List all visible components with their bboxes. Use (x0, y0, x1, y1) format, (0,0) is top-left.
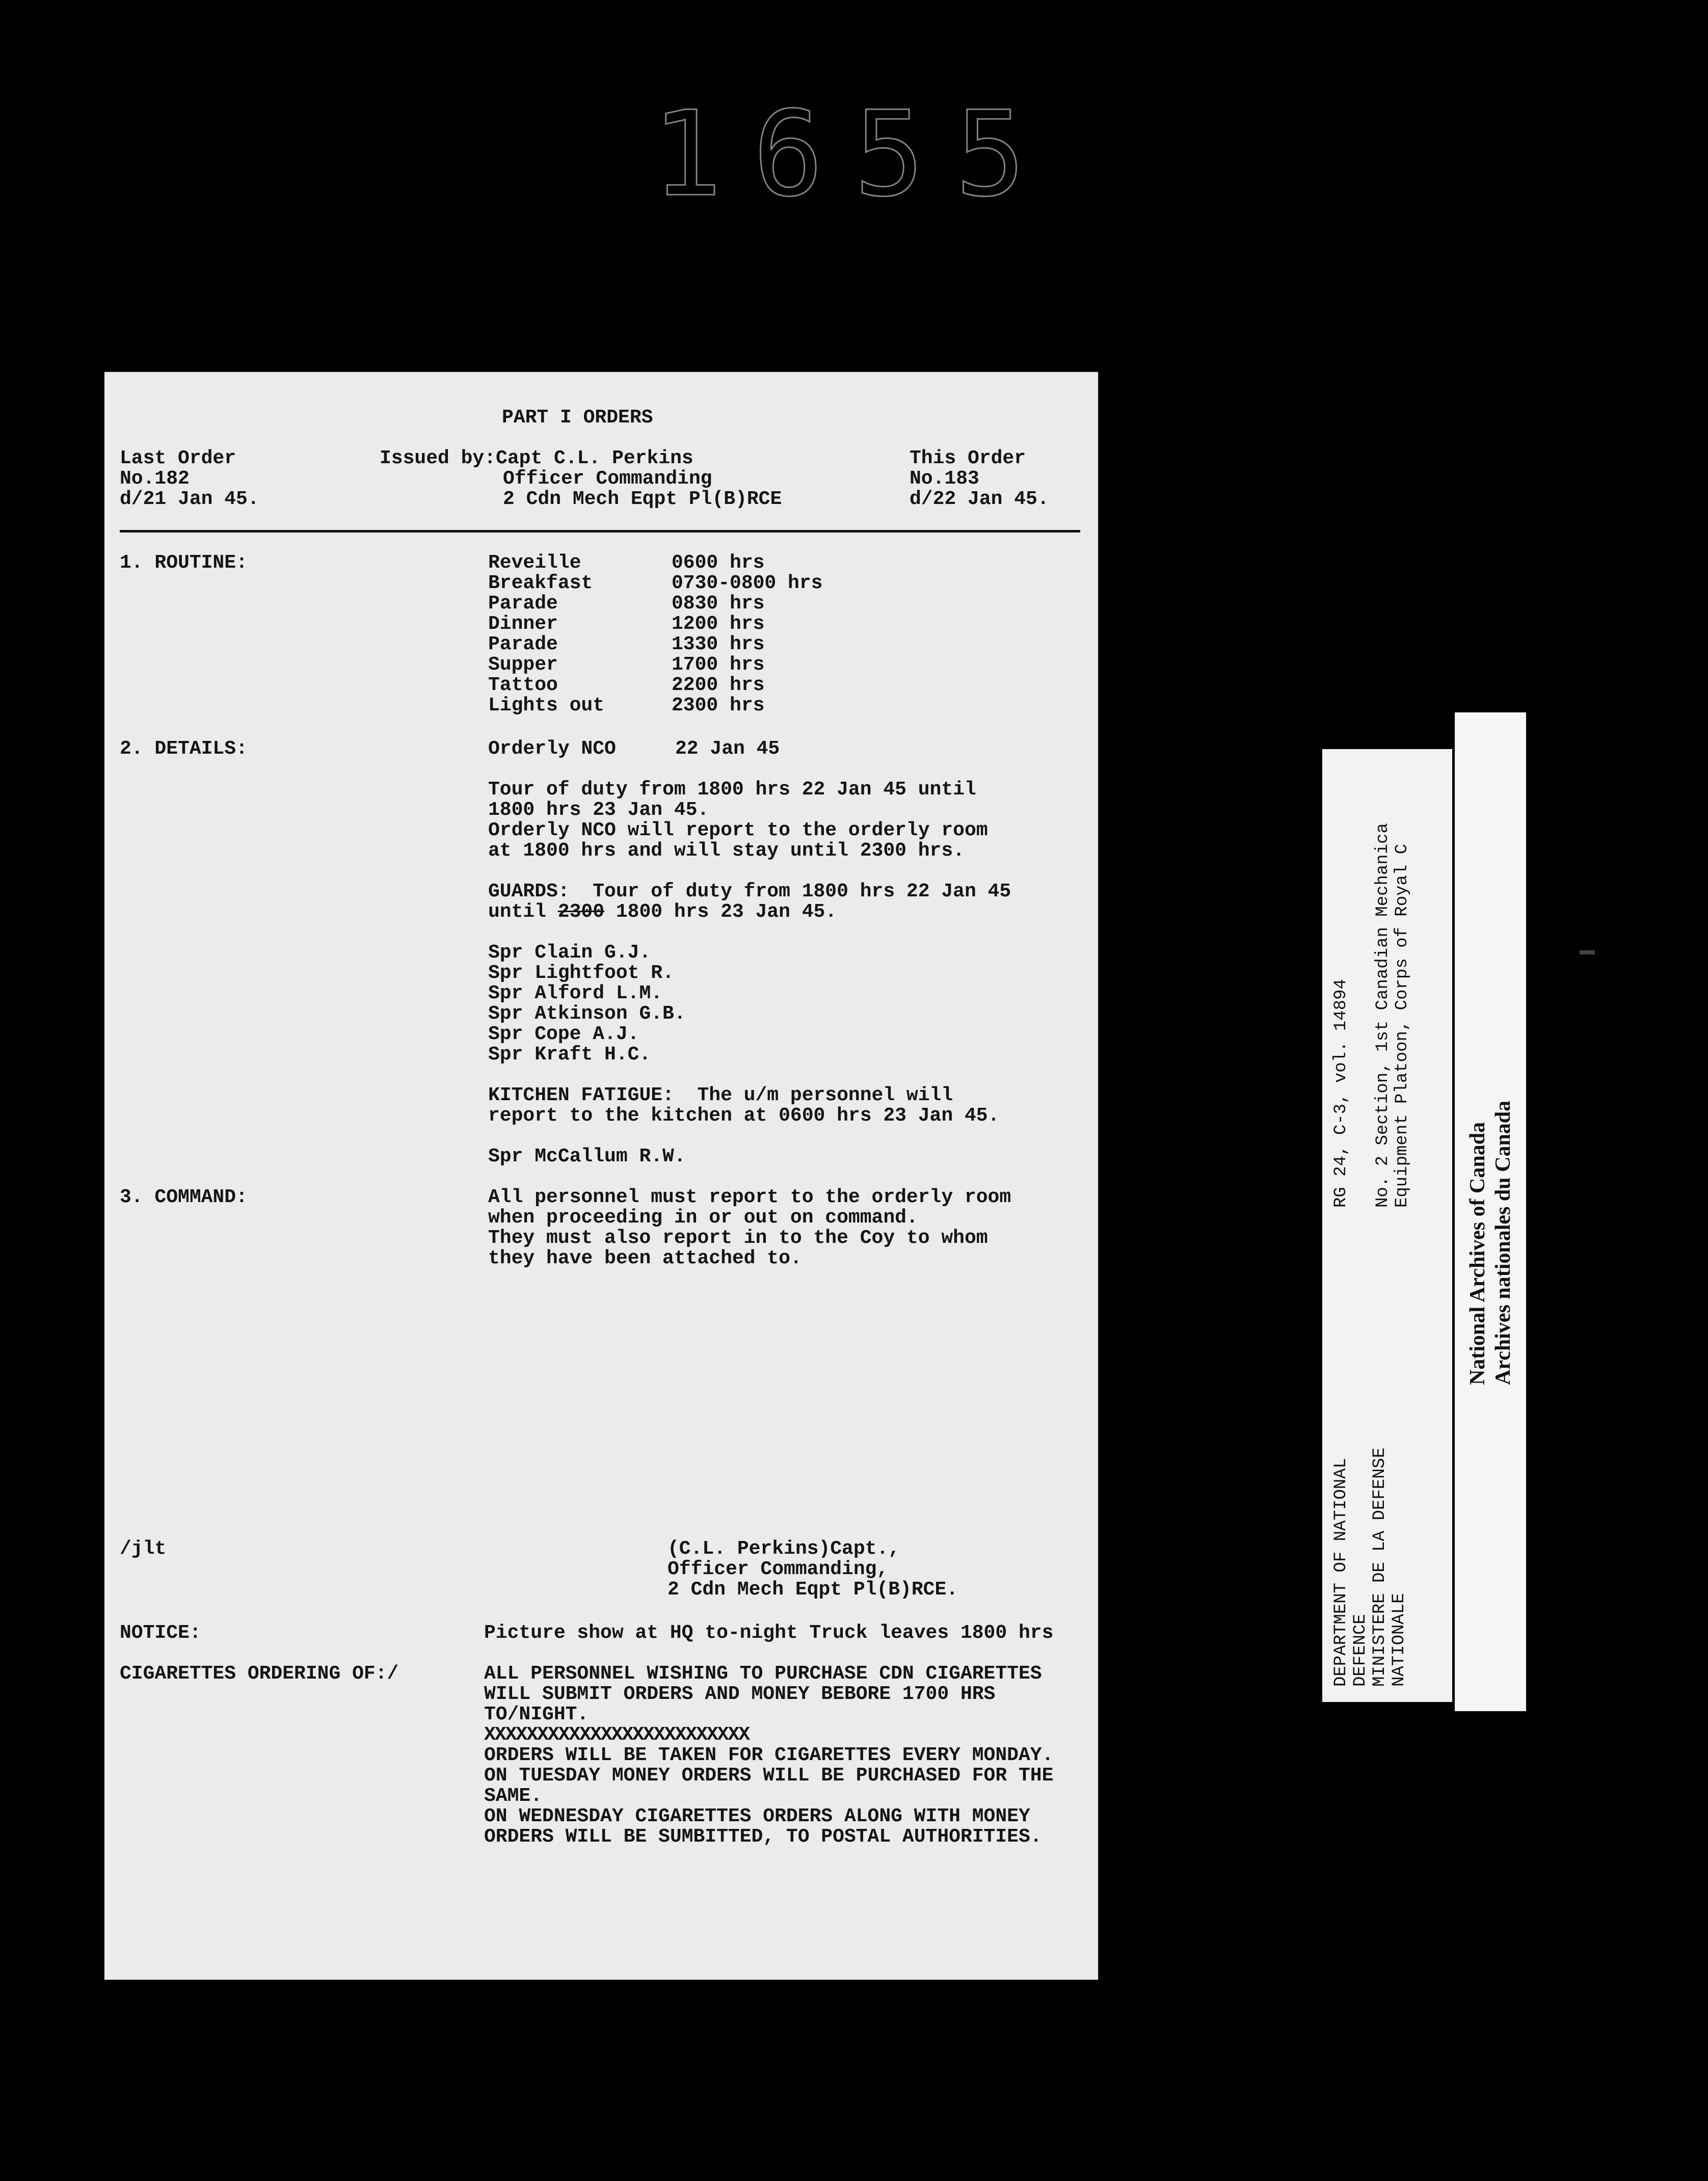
routine-time: 1700 hrs (672, 654, 765, 676)
nac-name-en: National Archives of Canada (1466, 1122, 1489, 1385)
routine-time: 0600 hrs (672, 552, 765, 574)
routine-item: Supper (488, 654, 558, 676)
guards-until-rest: 1800 hrs 23 Jan 45. (604, 901, 837, 923)
routine-item: Parade (488, 593, 558, 615)
tour-line: Tour of duty from 1800 hrs 22 Jan 45 until (488, 779, 976, 801)
guards-line (488, 902, 837, 922)
cigarettes-line: ALL PERSONNEL WISHING TO PURCHASE CDN CIGARETTES (484, 1663, 1042, 1685)
department-line: DEPARTMENT OF NATIONAL (1331, 1458, 1351, 1687)
archive-reference-label (1322, 749, 1452, 1702)
routine-item: Reveille (488, 552, 581, 574)
routine-time: 1330 hrs (672, 633, 765, 655)
kitchen-person: Spr McCallum R.W. (488, 1146, 686, 1167)
kitchen-line: report to the kitchen at 0600 hrs 23 Jan 45. (488, 1105, 1000, 1127)
document-title: PART I ORDERS (502, 407, 653, 429)
routine-item: Breakfast (488, 572, 593, 594)
struck-time: 2300 (557, 901, 605, 923)
xed-out-line: XXXXXXXXXXXXXXXXXXXXXXXXX (484, 1724, 750, 1746)
header-rule (120, 530, 1080, 533)
guard-name: Spr Cope A.J. (488, 1023, 639, 1045)
guard-name: Spr Kraft H.C. (488, 1044, 651, 1066)
issued-by-line2: Officer Commanding (503, 468, 712, 490)
guard-name: Spr Lightfoot R. (488, 962, 674, 984)
tour-line: Orderly NCO will report to the orderly room (488, 819, 988, 841)
routine-time: 2200 hrs (672, 674, 765, 696)
notice-label: NOTICE: (120, 1622, 201, 1644)
routine-item: Tattoo (488, 674, 558, 696)
last-order-number: No.182 (120, 468, 190, 490)
command-line: when proceeding in or out on command. (488, 1207, 918, 1229)
department-line: MINISTERE DE LA DEFENSE (1370, 1447, 1390, 1687)
kitchen-line: KITCHEN FATIGUE: The u/m personnel will (488, 1084, 953, 1106)
guards-until: until (488, 901, 558, 923)
routine-item: Lights out (488, 695, 605, 716)
details-heading: 2. DETAILS: (120, 738, 248, 760)
this-order-label: This Order (910, 447, 1026, 469)
command-line: All personnel must report to the orderly room (488, 1186, 1011, 1208)
cigarettes-line: TO/NIGHT. (484, 1704, 589, 1725)
routine-time: 2300 hrs (672, 695, 765, 716)
issued-by-line1: Issued by:Capt C.L. Perkins (380, 447, 693, 469)
department-line: DEFENCE (1351, 1614, 1370, 1687)
guard-name: Spr Clain G.J. (488, 942, 651, 964)
nac-label (1455, 712, 1526, 1711)
cigarettes-line: ON WEDNESDAY CIGARETTES ORDERS ALONG WITH MONEY (484, 1805, 1030, 1827)
nac-name-fr: Archives nationales du Canada (1491, 1100, 1515, 1385)
last-order-date: d/21 Jan 45. (120, 488, 259, 510)
guards-line: GUARDS: Tour of duty from 1800 hrs 22 Jan 45 (488, 881, 1011, 902)
cigarettes-label: CIGARETTES ORDERING OF:/ (120, 1663, 399, 1685)
last-order-label: Last Order (120, 447, 236, 469)
issued-by-line3: 2 Cdn Mech Eqpt Pl(B)RCE (503, 488, 782, 510)
tour-line: at 1800 hrs and will stay until 2300 hrs. (488, 840, 965, 862)
routine-time: 1200 hrs (672, 613, 765, 635)
routine-item: Parade (488, 633, 558, 655)
unit-description: Equipment Platoon, Corps of Royal C (1393, 843, 1412, 1208)
department-line: NATIONALE (1390, 1593, 1409, 1687)
cigarettes-line: ORDERS WILL BE TAKEN FOR CIGARETTES EVERY MONDAY. (484, 1744, 1054, 1766)
guard-name: Spr Atkinson G.B. (488, 1003, 686, 1025)
cigarettes-line: ORDERS WILL BE SUMBITTED, TO POSTAL AUTHORITIES. (484, 1826, 1042, 1848)
command-line: They must also report in to the Coy to whom (488, 1227, 988, 1249)
frame-number: 1655 (652, 87, 1056, 223)
this-order-date: d/22 Jan 45. (910, 488, 1049, 510)
command-line: they have been attached to. (488, 1247, 802, 1269)
routine-heading: 1. ROUTINE: (120, 552, 248, 574)
routine-time: 0830 hrs (672, 593, 765, 615)
record-group: RG 24, C-3, vol. 14894 (1331, 979, 1351, 1208)
signature-line: (C.L. Perkins)Capt., (668, 1538, 900, 1560)
unit-description: No. 2 Section, 1st Canadian Mechanica (1373, 823, 1393, 1208)
signature-line: 2 Cdn Mech Eqpt Pl(B)RCE. (668, 1579, 958, 1601)
orders-page (104, 372, 1098, 1980)
cigarettes-line: SAME. (484, 1785, 543, 1807)
cigarettes-line: WILL SUBMIT ORDERS AND MONEY BEBORE 1700 HRS (484, 1683, 996, 1705)
command-heading: 3. COMMAND: (120, 1186, 248, 1208)
tour-line: 1800 hrs 23 Jan 45. (488, 799, 709, 821)
signature-line: Officer Commanding, (668, 1558, 889, 1580)
routine-time: 0730-0800 hrs (672, 572, 823, 594)
orderly-nco-date: 22 Jan 45 (675, 738, 780, 760)
this-order-number: No.183 (910, 468, 979, 490)
typist-initials: /jlt (120, 1538, 167, 1560)
orderly-nco-label: Orderly NCO (488, 738, 616, 760)
notice-text: Picture show at HQ to-night Truck leaves 1800 hrs (484, 1622, 1054, 1644)
film-scratch (1580, 950, 1595, 954)
guard-name: Spr Alford L.M. (488, 982, 663, 1004)
routine-item: Dinner (488, 613, 558, 635)
cigarettes-line: ON TUESDAY MONEY ORDERS WILL BE PURCHASED FOR THE (484, 1765, 1054, 1787)
